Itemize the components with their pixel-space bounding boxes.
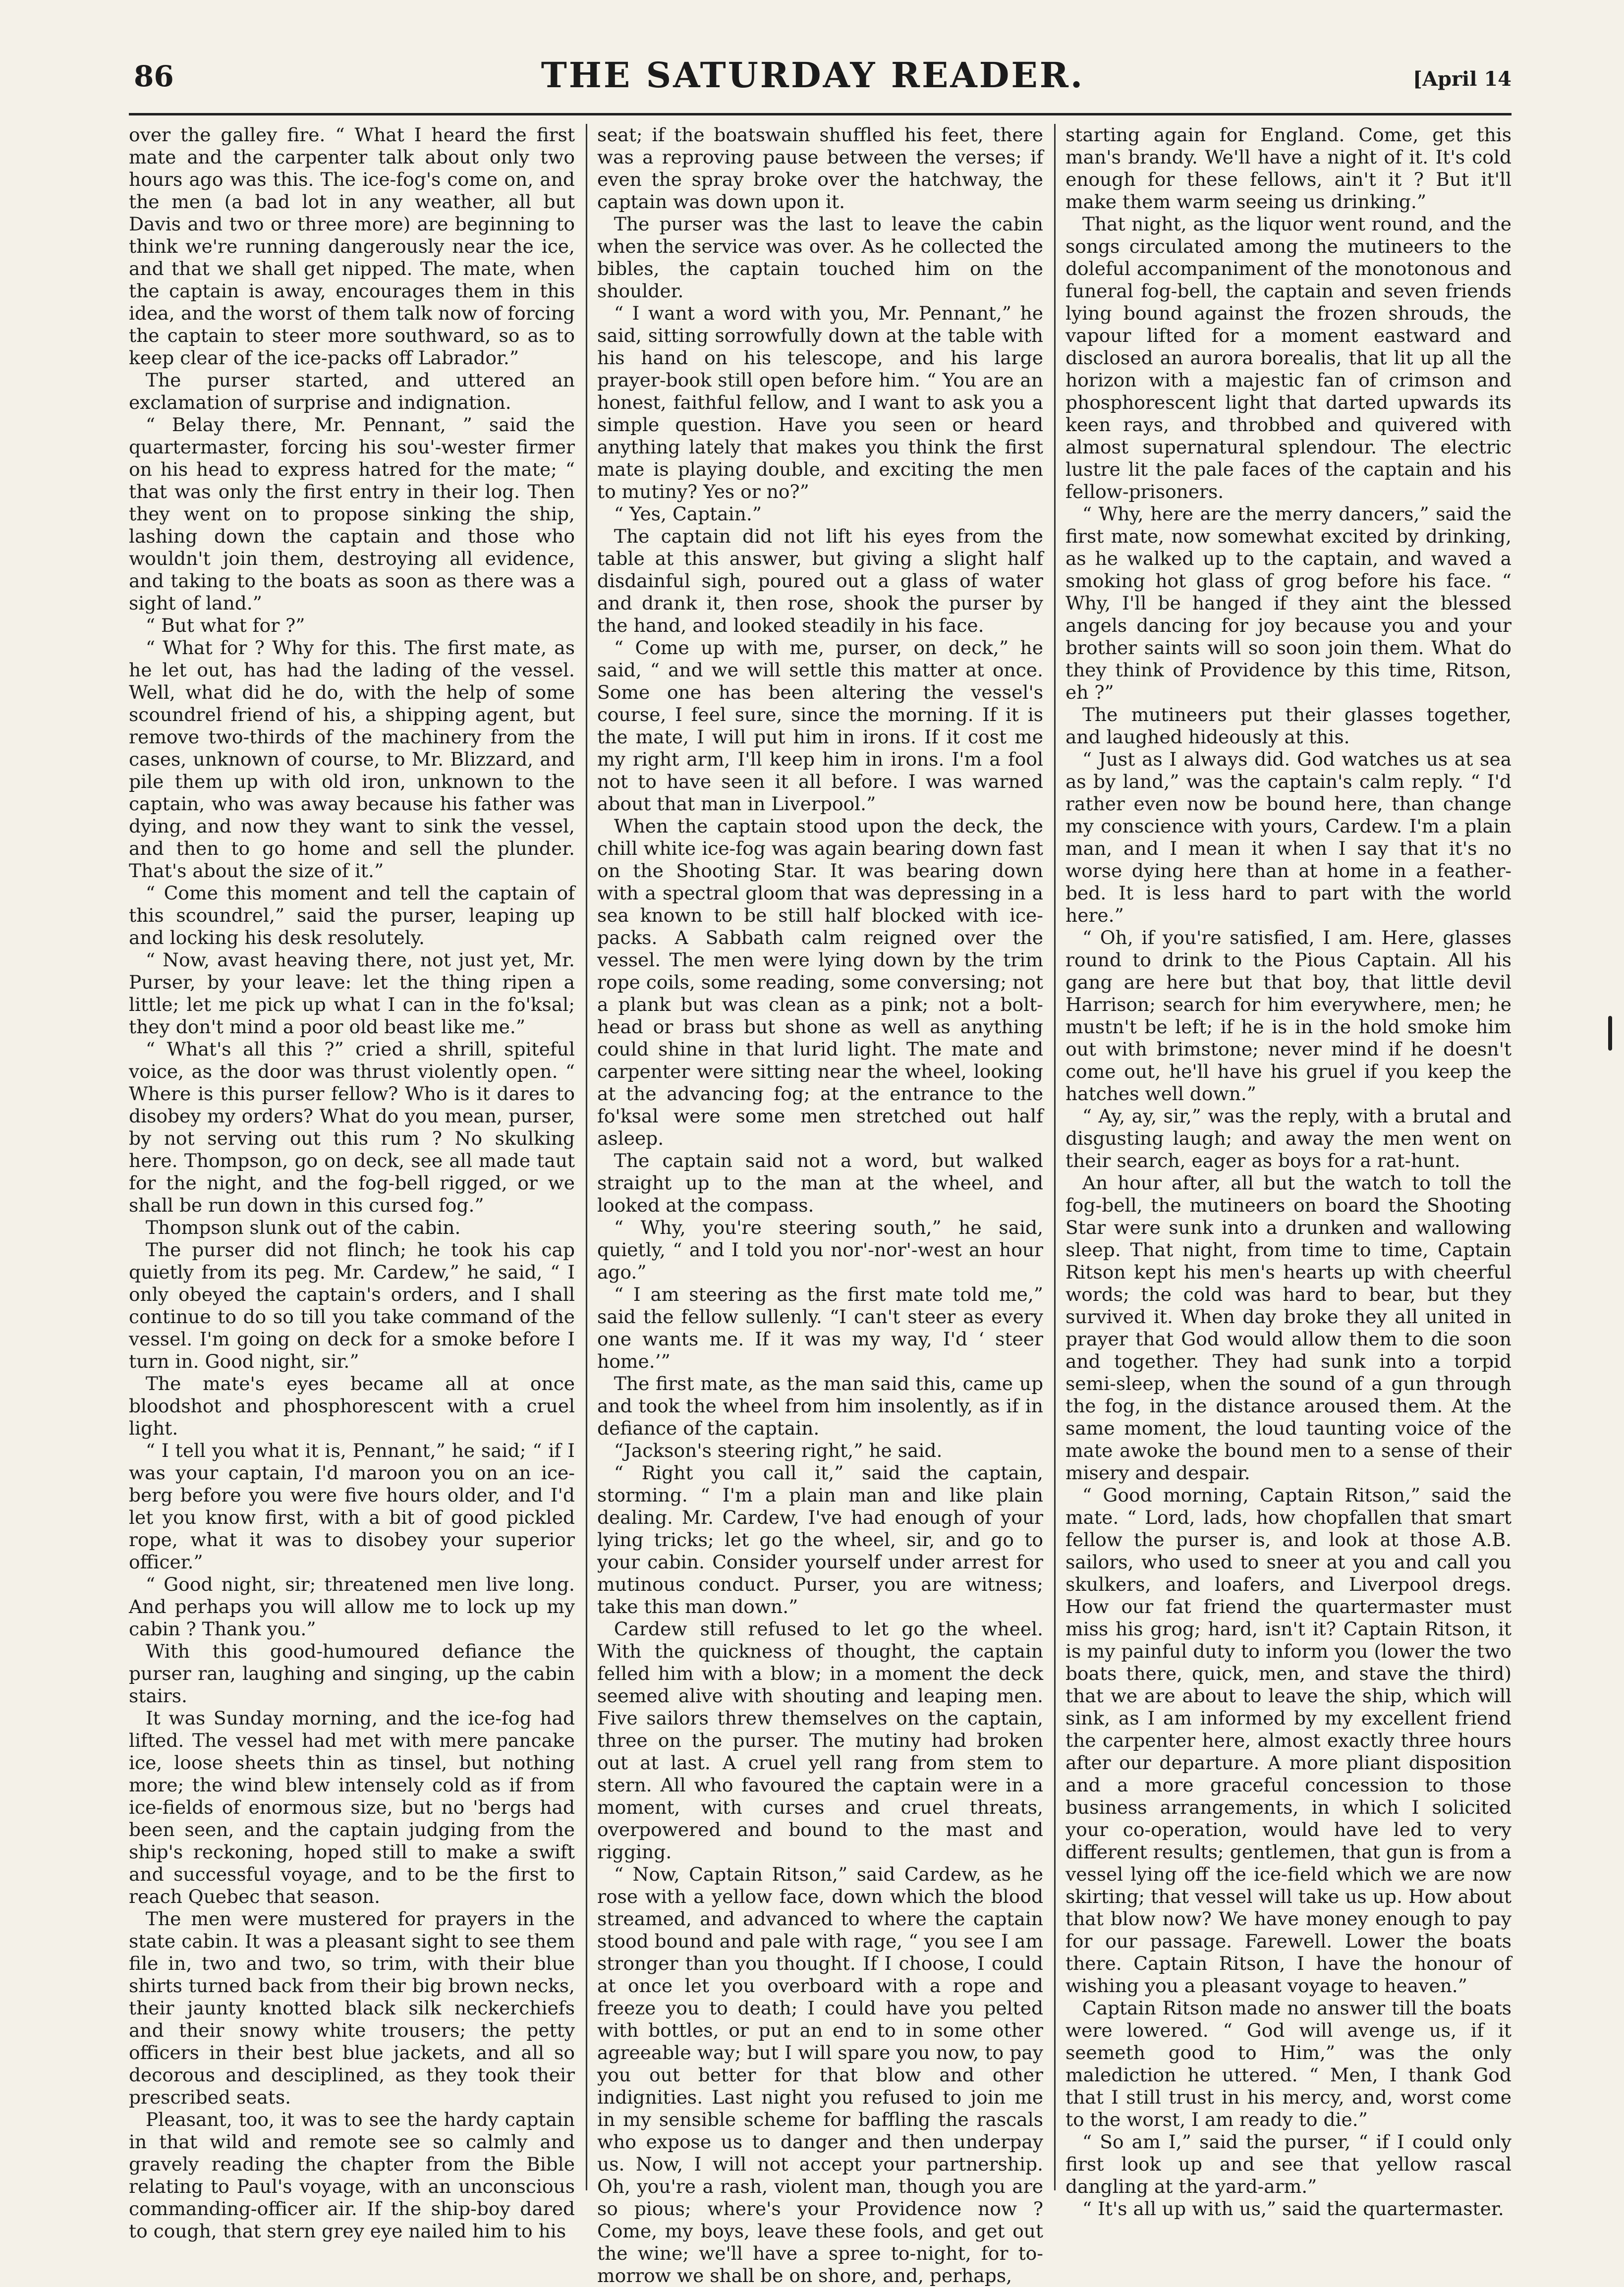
paragraph: The purser did not flinch; he took his cap quietly from its peg. Mr. Cardew,” he said, “ I only obeyed the captain's orders, and I shall continue to do so till you take command of the vessel. I'm going on deck for a smoke before I turn in. Good night, sir.” xyxy=(129,1239,575,1372)
column-1 xyxy=(129,124,575,2242)
paragraph: “ Yes, Captain.” xyxy=(614,503,762,525)
issue-date: [April 14 xyxy=(1413,67,1512,91)
paragraph: “ Now, Captain Ritson,” said Cardew, as he rose with a yellow face, down which the blood streamed, and advanced to where the captain stood bound and pale with rage, “ you see I am stronger than you thought. If I choose, I could at once let you overboard with a rope and freeze you to death; I could have you pelted with bottles, or put an end to in some other agreeable way; but I will spare you now, to pay you out better for that blow and other indignities. Last night you refused to join me in my sensible scheme for baffling the rascals who expose us to danger and then underpay us. Now, I will not accept your partnership. Oh, you're a rash, violent man, though you are so pious; where's your Providence now ? Come, my boys, leave these fools, and get out the wine; we'll have a spree to-night, for to-morrow we shall be on shore, and, perhaps, xyxy=(597,1863,1043,2287)
paragraph: “ I tell you what it is, Pennant,” he said; “ if I was your captain, I'd maroon you on an ice-berg before you were five hours older, and I'd let you know first, with a bit of good pickled rope, what it was to disobey your superior officer.” xyxy=(129,1440,575,1573)
paragraph: over the galley fire. “ What I heard the first mate and the carpenter talk about only two hours ago was this. The ice-fog's come on, and the men (a bad lot in any weather, all but Davis and two or three more) are beginning to think we're running dangerously near the ice, and that we shall get nipped. The mate, when the captain is away, encourages them in this idea, and the worst of them talk now of forcing the captain to steer more southward, so as to keep clear of the ice-packs off Labrador.” xyxy=(129,124,575,369)
paragraph: Captain Ritson made no answer till the boats were lowered. “ God will avenge us, if it seemeth good to Him,” was the only malediction he uttered. “ Men, I thank God that I still trust in his mercy, and, worst come to the worst, I am ready to die.” xyxy=(1065,1997,1512,2130)
paragraph: The mate's eyes became all at once bloodshot and phosphorescent with a cruel light. xyxy=(129,1373,575,1439)
paragraph: “ Why, you're steering south,” he said, quietly, “ and I told you nor'-nor'-west an hour ago.” xyxy=(597,1217,1043,1283)
column-3 xyxy=(1065,124,1512,2220)
paragraph: “ What for ? Why for this. The first mate, as he let out, has had the lading of the vessel. Well, what did he do, with the help of some scoundrel friend of his, a shipping agent, but remove two-thirds of the machinery from the cases, unknown of course, to Mr. Blizzard, and pile them up with old iron, unknown to the captain, who was away because his father was dying, and now they want to sink the vessel, and then to go home and sell the plunder. That's about the size of it.” xyxy=(129,637,575,882)
paragraph: When the captain stood upon the deck, the chill white ice-fog was again bearing down fast on the Shooting Star. It was bearing down with a spectral gloom that was depressing in a sea known to be still half blocked with ice-packs. A Sabbath calm reigned over the vessel. The men were lying down by the trim rope coils, some reading, some conversing; not a plank but was clean as a pink; not a bolt-head or brass but shone as well as anything could shine in that lurid light. The mate and carpenter were sitting near the wheel, looking at the advancing fog; at the entrance to the fo'ksal were some men stretched out half asleep. xyxy=(597,815,1043,1149)
paragraph: “ I am steering as the first mate told me,” said the fellow sullenly. “I can't steer as every one wants me. If it was my way, I'd ‘ steer home.’” xyxy=(597,1283,1043,1372)
paragraph: “ Right you call it,” said the captain, storming. “ I'm a plain man and like plain dealing. Mr. Cardew, I've had enough of your lying tricks; let go the wheel, sir, and go to your cabin. Consider yourself under arrest for mutinous conduct. Purser, you are witness; take this man down.” xyxy=(597,1462,1043,1618)
paragraph: “ Oh, if you're satisfied, I am. Here, glasses round to drink to the Pious Captain. All his gang are here but that boy, that little devil Harrison; search for him everywhere, men; he mustn't be left; if he is in the hold smoke him out with brimstone; never mind if he doesn't come out, he'll have his gruel if you keep the hatches well down.” xyxy=(1065,927,1512,1105)
paragraph: With this good-humoured defiance the purser ran, laughing and singing, up the cabin stairs. xyxy=(129,1640,575,1707)
paragraph: It was Sunday morning, and the ice-fog had lifted. The vessel had met with mere pancake ice, loose sheets thin as tinsel, but nothing more; the wind blew intensely cold as if from ice-fields of enormous size, but no 'bergs had been seen, and the captain judging from the ship's reckoning, hoped still to make a swift and successful voyage, and to be the first to reach Quebec that season. xyxy=(129,1707,575,1907)
paragraph: “ Now, avast heaving there, not just yet, Mr. Purser, by your leave: let the thing ripen a little; let me pick up what I can in the fo'ksal; they don't mind a poor old beast like me.” xyxy=(129,949,575,1038)
paragraph: “ Come up with me, purser, on deck,” he said, “ and we will settle this matter at once. Some one has been altering the vessel's course, I feel sure, since the morning. If it is the mate, I will put him in irons. If it cost me my right arm, I'll keep him in irons. I'm a fool not to have seen it all before. I was warned about that man in Liverpool.” xyxy=(597,637,1043,815)
paragraph: The men were mustered for prayers in the state cabin. It was a pleasant sight to see them file in, two and two, so trim, with their blue shirts turned back from their big brown necks, their jaunty knotted black silk neckerchiefs and their snowy white trousers; the petty officers in their best blue jackets, and all so decorous and desciplined, as they took their prescribed seats. xyxy=(129,1908,575,2108)
paragraph: The purser started, and uttered an exclamation of surprise and indignation. xyxy=(129,369,575,413)
paragraph: Cardew still refused to let go the wheel. With the quickness of thought, the captain felled him with a blow; in a moment the deck seemed alive with shouting and leaping men. Five sailors threw themselves on the captain, three on the purser. The mutiny had broken out at last. A cruel yell rang from stem to stern. All who favoured the captain were in a moment, with curses and cruel threats, overpowered and bound to the mast and rigging. xyxy=(597,1618,1043,1863)
paragraph: The captain said not a word, but walked straight up to the man at the wheel, and looked at the compass. xyxy=(597,1150,1043,1216)
paragraph: “ Good night, sir; threatened men live long. And perhaps you will allow me to lock up my cabin ? Thank you.” xyxy=(129,1573,575,1640)
paragraph: starting again for England. Come, get this man's brandy. We'll have a night of it. It's cold enough for these fellows, ain't it ? But it'll make them warm seeing us drinking.” xyxy=(1065,124,1512,213)
paragraph: “ Belay there, Mr. Pennant, ” said the quartermaster, forcing his sou'-wester firmer on his head to express hatred for the mate; “ that was only the first entry in their log. Then they went on to propose sinking the ship, lashing down the captain and those who wouldn't join them, destroying all evidence, and taking to the boats as soon as there was a sight of land.” xyxy=(129,414,575,614)
paragraph: The purser was the last to leave the cabin when the service was over. As he collected the bibles, the captain touched him on the shoulder. xyxy=(597,213,1043,302)
page-edge-mark xyxy=(1608,1016,1612,1051)
paragraph: Thompson slunk out of the cabin. xyxy=(145,1217,461,1238)
paragraph: “ So am I,” said the purser, “ if I could only first look up and see that yellow rascal dangling at the yard-arm.” xyxy=(1065,2131,1512,2197)
paragraph: “ Ay, ay, sir,” was the reply, with a brutal and disgusting laugh; and away the men went on their search, eager as boys for a rat-hunt. xyxy=(1065,1105,1512,1171)
paragraph: “ It's all up with us,” said the quartermaster. xyxy=(1082,2198,1504,2220)
paragraph: “ But what for ?” xyxy=(145,614,305,636)
masthead-title: THE SATURDAY READER. xyxy=(541,55,1085,96)
paragraph: That night, as the liquor went round, and the songs circulated among the mutineers to the doleful accompaniment of the monotonous and funeral fog-bell, the captain and seven friends lying bound against the frozen shrouds, the vapour lifted for a moment eastward and disclosed an aurora borealis, that lit up all the horizon with a majestic fan of crimson and phosphorescent light that darted upwards its keen rays, and throbbed and quivered with almost supernatural splendour. The electric lustre lit the pale faces of the captain and his fellow-prisoners. xyxy=(1065,213,1512,502)
paragraph: seat; if the boatswain shuffled his feet, there was a reproving pause between the verses; if even the spray broke over the hatchway, the captain was down upon it. xyxy=(597,124,1043,213)
paragraph: “ Why, here are the merry dancers,” said the first mate, now somewhat excited by drinking, as he walked up to the captain, and waved a smoking hot glass of grog before his face. “ Why, I'll be hanged if they aint the blessed angels dancing for joy because you and your brother saints will so soon join them. What do they think of Providence by this time, Ritson, eh ?” xyxy=(1065,503,1512,703)
article-columns xyxy=(129,124,1512,2287)
paragraph: The captain did not lift his eyes from the table at this answer, but giving a slight half disdainful sigh, poured out a glass of water and drank it, then rose, shook the purser by the hand, and looked steadily in his face. xyxy=(597,525,1043,636)
header-rule xyxy=(129,113,1512,115)
paragraph: An hour after, all but the watch to toll the fog-bell, the mutineers on board the Shooting Star were sunk into a drunken and wallowing sleep. That night, from time to time, Captain Ritson kept his men's hearts up with cheerful words; the cold was hard to bear, but they survived it. When day broke they all united in prayer that God would allow them to die soon and together. They had sunk into a torpid semi-sleep, when the sound of a gun through the fog, in the distance aroused them. At the same moment, the loud taunting voice of the mate awoke the bound men to a sense of their misery and despair. xyxy=(1065,1172,1512,1484)
paragraph: The mutineers put their glasses together, and laughed hideously at this. xyxy=(1065,704,1512,748)
paragraph: “ Come this moment and tell the captain of this scoundrel,” said the purser, leaping up and locking his desk resolutely. xyxy=(129,882,575,948)
paragraph: Pleasant, too, it was to see the hardy captain in that wild and remote see so calmly and gravely reading the chapter from the Bible relating to Paul's voyage, with an unconscious commanding-officer air. If the ship-boy dared to cough, that stern grey eye nailed him to his xyxy=(129,2109,575,2242)
paragraph: “Jackson's steering right,” he said. xyxy=(614,1440,943,1461)
paragraph: “ What's all this ?” cried a shrill, spiteful voice, as the door was thrust violently open. “ Where is this purser fellow? Who is it dares to disobey my orders? What do you mean, purser, by not serving out this rum ? No skulking here. Thompson, go on deck, see all made taut for the night, and the fog-bell rigged, or we shall be run down in this cursed fog.” xyxy=(129,1038,575,1216)
page-number: 86 xyxy=(134,59,174,93)
paragraph: “ Just as I always did. God watches us at sea as by land,” was the captain's calm reply. “ I'd rather even now be bound here, than change my conscience with yours, Cardew. I'm a plain man, and I mean it when I say that it's no worse dying here than at home in a feather-bed. It is less hard to part with the world here.” xyxy=(1065,748,1512,926)
page-header xyxy=(114,55,1512,109)
column-divider xyxy=(1054,124,1056,2190)
newspaper-page xyxy=(114,55,1512,2287)
column-divider xyxy=(586,124,587,2190)
paragraph: The first mate, as the man said this, came up and took the wheel from him insolently, as if in defiance of the captain. xyxy=(597,1373,1043,1439)
paragraph: “ I want a word with you, Mr. Pennant,” he said, sitting sorrowfully down at the table with his hand on his telescope, and his large prayer-book still open before him. “ You are an honest, faithful fellow, and I want to ask you a simple question. Have you seen or heard anything lately that makes you think the first mate is playing double, and exciting the men to mutiny? Yes or no?” xyxy=(597,302,1043,502)
paragraph: “ Good morning, Captain Ritson,” said the mate. “ Lord, lads, how chopfallen that smart fellow the purser is, and look at those A.B. sailors, who used to sneer at you and call you skulkers, and loafers, and Liverpool dregs. How our fat friend the quartermaster must miss his grog; hard, isn't it? Captain Ritson, it is my painful duty to inform you (lower the two boats there, quick, men, and stave the third) that we are about to leave the ship, which will sink, as I am informed by my excellent friend the carpenter here, almost exactly three hours after our departure. A more pliant disposition and a more graceful concession to those business arrangements, in which I solicited your co-operation, would have led to very different results; gentlemen, that gun is from a vessel lying off the ice-field which we are now skirting; that vessel will take us up. How about that blow now? We have money enough to pay for our passage. Farewell. Lower the boats there. Captain Ritson, I have the honour of wishing you a pleasant voyage to heaven.” xyxy=(1065,1484,1512,1997)
column-2 xyxy=(597,124,1043,2287)
